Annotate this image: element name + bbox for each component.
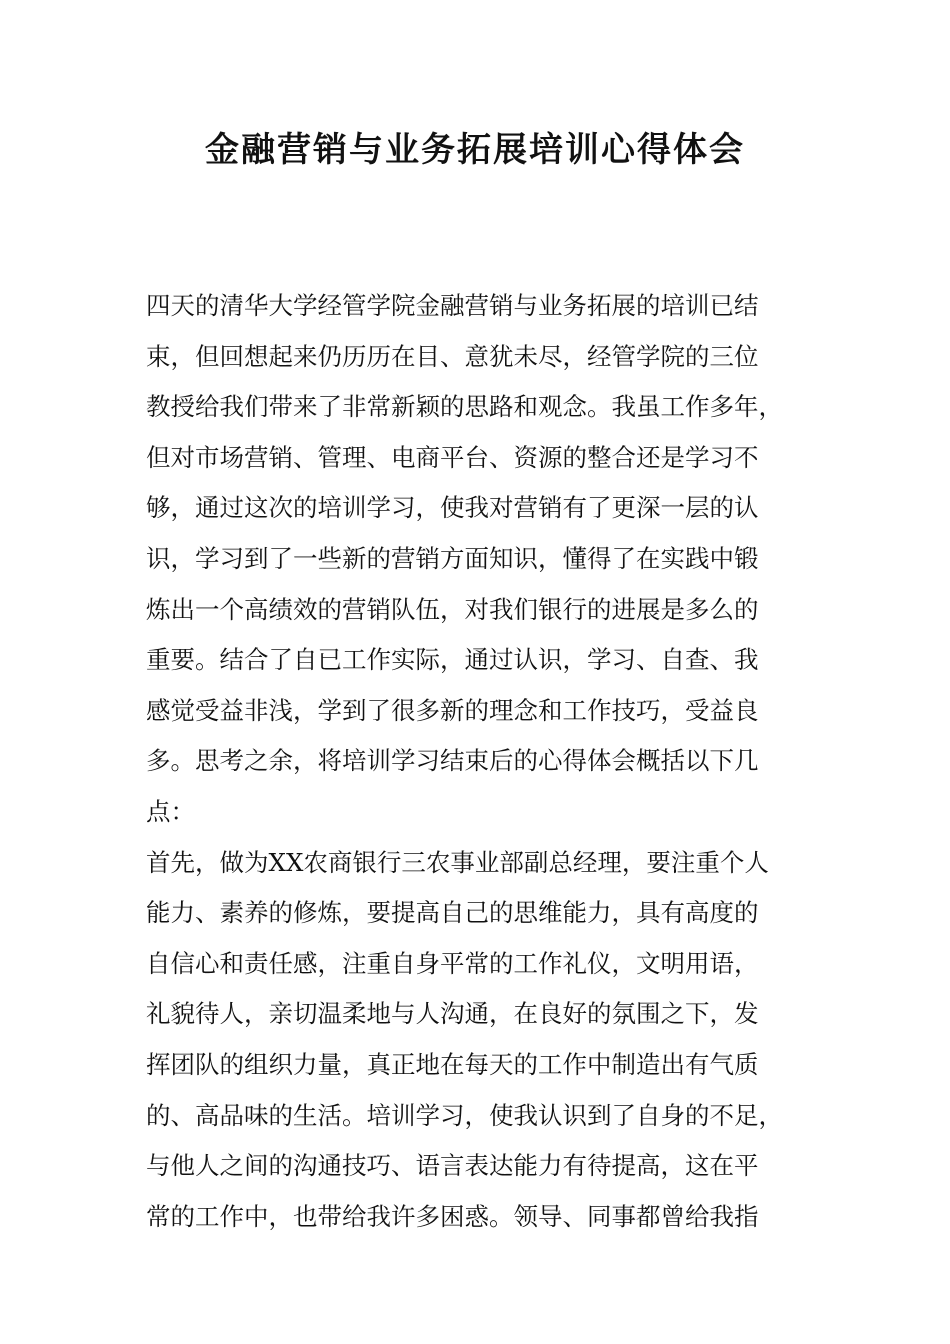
body-line: 重要。结合了自已工作实际，通过认识，学习、自查、我 [146, 645, 759, 675]
body-line: 识，学习到了一些新的营销方面知识，懂得了在实践中锻 [146, 543, 759, 573]
body-line: 够，通过这次的培训学习，使我对营销有了更深一层的认 [146, 493, 759, 523]
body-line: 的、高品味的生活。培训学习，使我认识到了自身的不足， [146, 1100, 783, 1130]
body-line: 但对市场营销、管理、电商平台、资源的整合还是学习不 [146, 442, 759, 472]
body-line: 教授给我们带来了非常新颖的思路和观念。我虽工作多年， [146, 392, 783, 422]
body-line: 多。思考之余，将培训学习结束后的心得体会概括以下几 [146, 746, 759, 776]
body-line: 常的工作中，也带给我许多困惑。领导、同事都曾给我指 [146, 1201, 759, 1231]
body-line: 挥团队的组织力量，真正地在每天的工作中制造出有气质 [146, 1049, 759, 1079]
document-body [146, 281, 810, 1242]
body-line: 能力、素养的修炼，要提高自己的思维能力，具有高度的 [146, 898, 759, 928]
body-line: 与他人之间的沟通技巧、语言表达能力有待提高，这在平 [146, 1151, 759, 1181]
body-line: 首先，做为XX农商银行三农事业部副总经理，要注重个人 [146, 847, 769, 877]
body-line: 感觉受益非浅，学到了很多新的理念和工作技巧，受益良 [146, 695, 759, 725]
body-line: 炼出一个高绩效的营销队伍，对我们银行的进展是多么的 [146, 594, 759, 624]
body-line: 点： [146, 796, 195, 826]
document-title: 金融营销与业务拓展培训心得体会 [205, 130, 745, 170]
body-line: 束，但回想起来仍历历在目、意犹未尽，经管学院的三位 [146, 341, 759, 371]
body-line: 四天的清华大学经管学院金融营销与业务拓展的培训已结 [146, 291, 759, 320]
body-line: 自信心和责任感，注重自身平常的工作礼仪，文明用语， [146, 948, 759, 978]
body-line: 礼貌待人，亲切温柔地与人沟通，在良好的氛围之下，发 [146, 999, 759, 1029]
